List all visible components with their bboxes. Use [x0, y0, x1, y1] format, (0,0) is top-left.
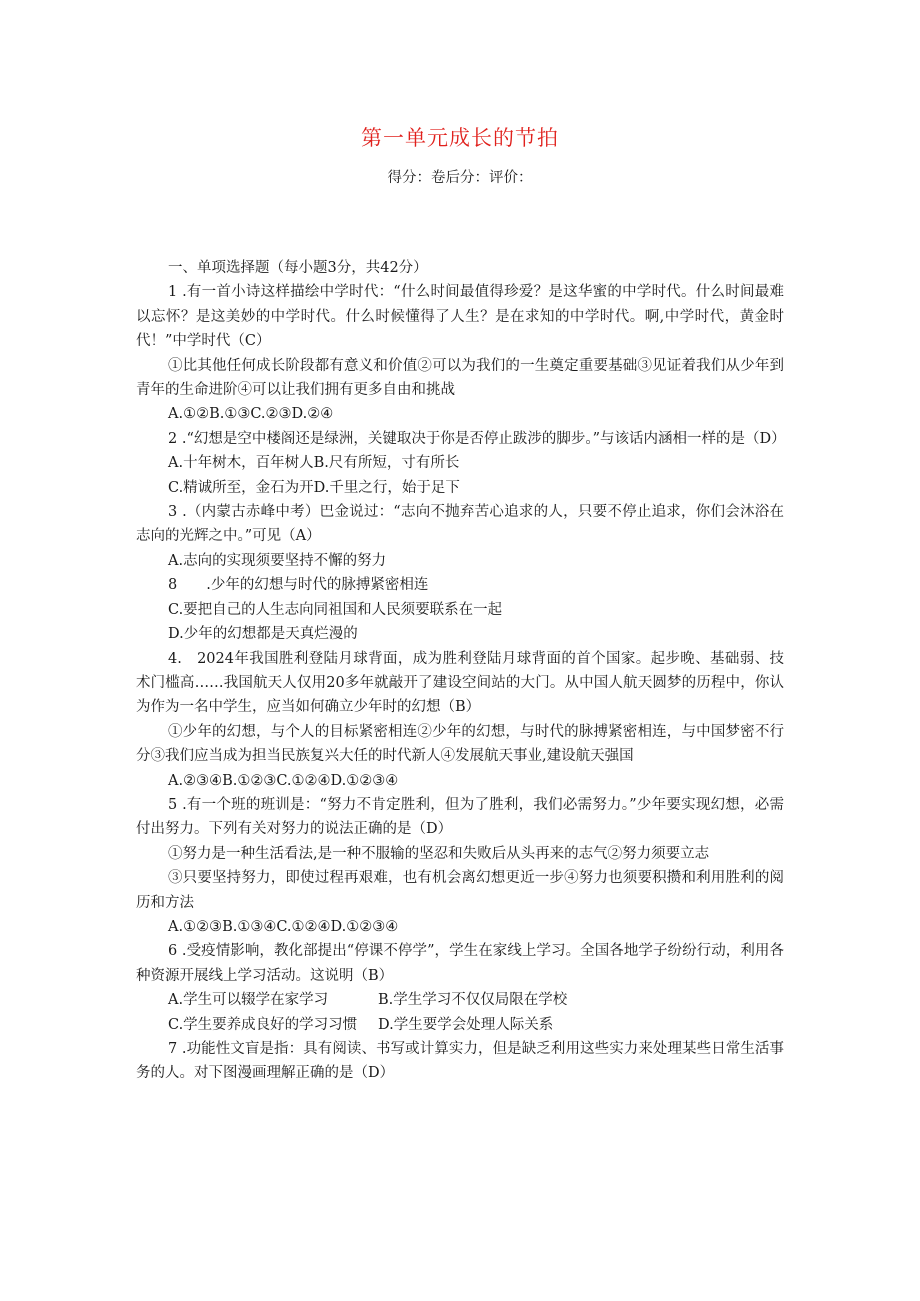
q5-options: A.①②③B.①③④C.①②④D.①②③④: [168, 918, 399, 935]
section-heading: 一、单项选择题（每小题3分，共42分）: [168, 260, 428, 276]
page-title: 第一单元成长的节拍: [361, 126, 559, 150]
q6-options-row-1: [136, 988, 784, 1012]
q1-stem: 1 .有一首小诗这样描绘中学时代：“什么时间最值得珍爱？是这华蜜的中学时代。什么时间最难以忘怀？是这美妙的中学时代。什么时候懂得了人生？是在求知的中学时代。啊,中学时代，黄金时代！”中学时代（C）: [136, 284, 784, 350]
q6-options-row-2: [136, 1013, 784, 1037]
q3-option-d: D.少年的幻想都是天真烂漫的: [168, 626, 358, 643]
q4-options: A.②③④B.①②③C.①②④D.①②③④: [168, 772, 399, 789]
q2-stem: 2 .“幻想是空中楼阁还是绿洲，关键取决于你是否停止跋涉的脚步。”与该话内涵相一样的是（D）: [168, 430, 786, 447]
q5-stem: 5 .有一个班的班训是：“努力不肯定胜利，但为了胜利，我们必需努力。”少年要实现幻想，必需付出努力。下列有关对努力的说法正确的是（D）: [136, 796, 784, 838]
q7-stem: 7 .功能性文盲是指：具有阅读、书写或计算实力，但是缺乏利用这些实力来处理某些日常生活事务的人。对下图漫画理解正确的是（D）: [136, 1041, 784, 1082]
q6-stem: 6 .受疫情影响，教化部提出“停课不停学”，学生在家线上学习。全国各地学子纷纷行动，利用各种资源开展线上学习活动。这说明（B）: [136, 943, 784, 984]
q6-option-a: A.学生可以辍学在家学习: [168, 992, 329, 1009]
q6-option-b: B.学生学习不仅仅局限在学校: [378, 992, 568, 1009]
q1-options: A.①②B.①③C.②③D.②④: [168, 406, 334, 423]
q3-option-c: C.要把自己的人生志向同祖国和人民须要联系在一起: [168, 601, 503, 618]
q3-stem: 3 .（内蒙古赤峰中考）巴金说过：“志向不抛弃苦心追求的人，只要不停止追求，你们会沐浴在志向的光辉之中。”可见（A）: [136, 504, 784, 545]
q6-option-d: D.学生要学会处理人际关系: [378, 1016, 554, 1033]
question-content: [136, 256, 784, 1086]
q4-items: ①少年的幻想，与个人的目标紧密相连②少年的幻想，与时代的脉搏紧密相连，与中国梦密不行分③我们应当成为担当民族复兴大任的时代新人④发展航天事业,建设航天强国: [136, 723, 784, 765]
q5-item-2: ③只要坚持努力，即使过程再艰难，也有机会离幻想更近一步④努力也须要积攒和利用胜利的阅历和方法: [136, 870, 784, 911]
q2-options-ab: A.十年树木，百年树人B.尺有所短，寸有所长: [168, 455, 460, 472]
q3-option-b: 8 .少年的幻想与时代的脉搏紧密相连: [168, 577, 429, 594]
score-line: 得分：卷后分：评价：: [387, 170, 533, 186]
q6-option-c: C.学生要养成良好的学习习惯: [168, 1016, 358, 1033]
q4-stem: 4. 2024年我国胜利登陆月球背面，成为胜利登陆月球背面的首个国家。起步晚、基础弱、技术门槛高……我国航天人仅用20多年就敲开了建设空间站的大门。从中国人航天圆梦的历程中，你认为作为一名中学生，应当如何确立少年时的幻想（B）: [136, 650, 784, 716]
q2-options-cd: C.精诚所至，金石为开D.千里之行，始于足下: [168, 479, 460, 496]
q1-items: ①比其他任何成长阶段都有意义和价值②可以为我们的一生奠定重要基础③见证着我们从少年到青年的生命进阶④可以让我们拥有更多自由和挑战: [136, 357, 784, 399]
q5-item-1: ①努力是一种生活看法,是一种不服输的坚忍和失败后从头再来的志气②努力须要立志: [168, 845, 710, 862]
q3-option-a: A.志向的实现须要坚持不懈的努力: [168, 552, 387, 569]
